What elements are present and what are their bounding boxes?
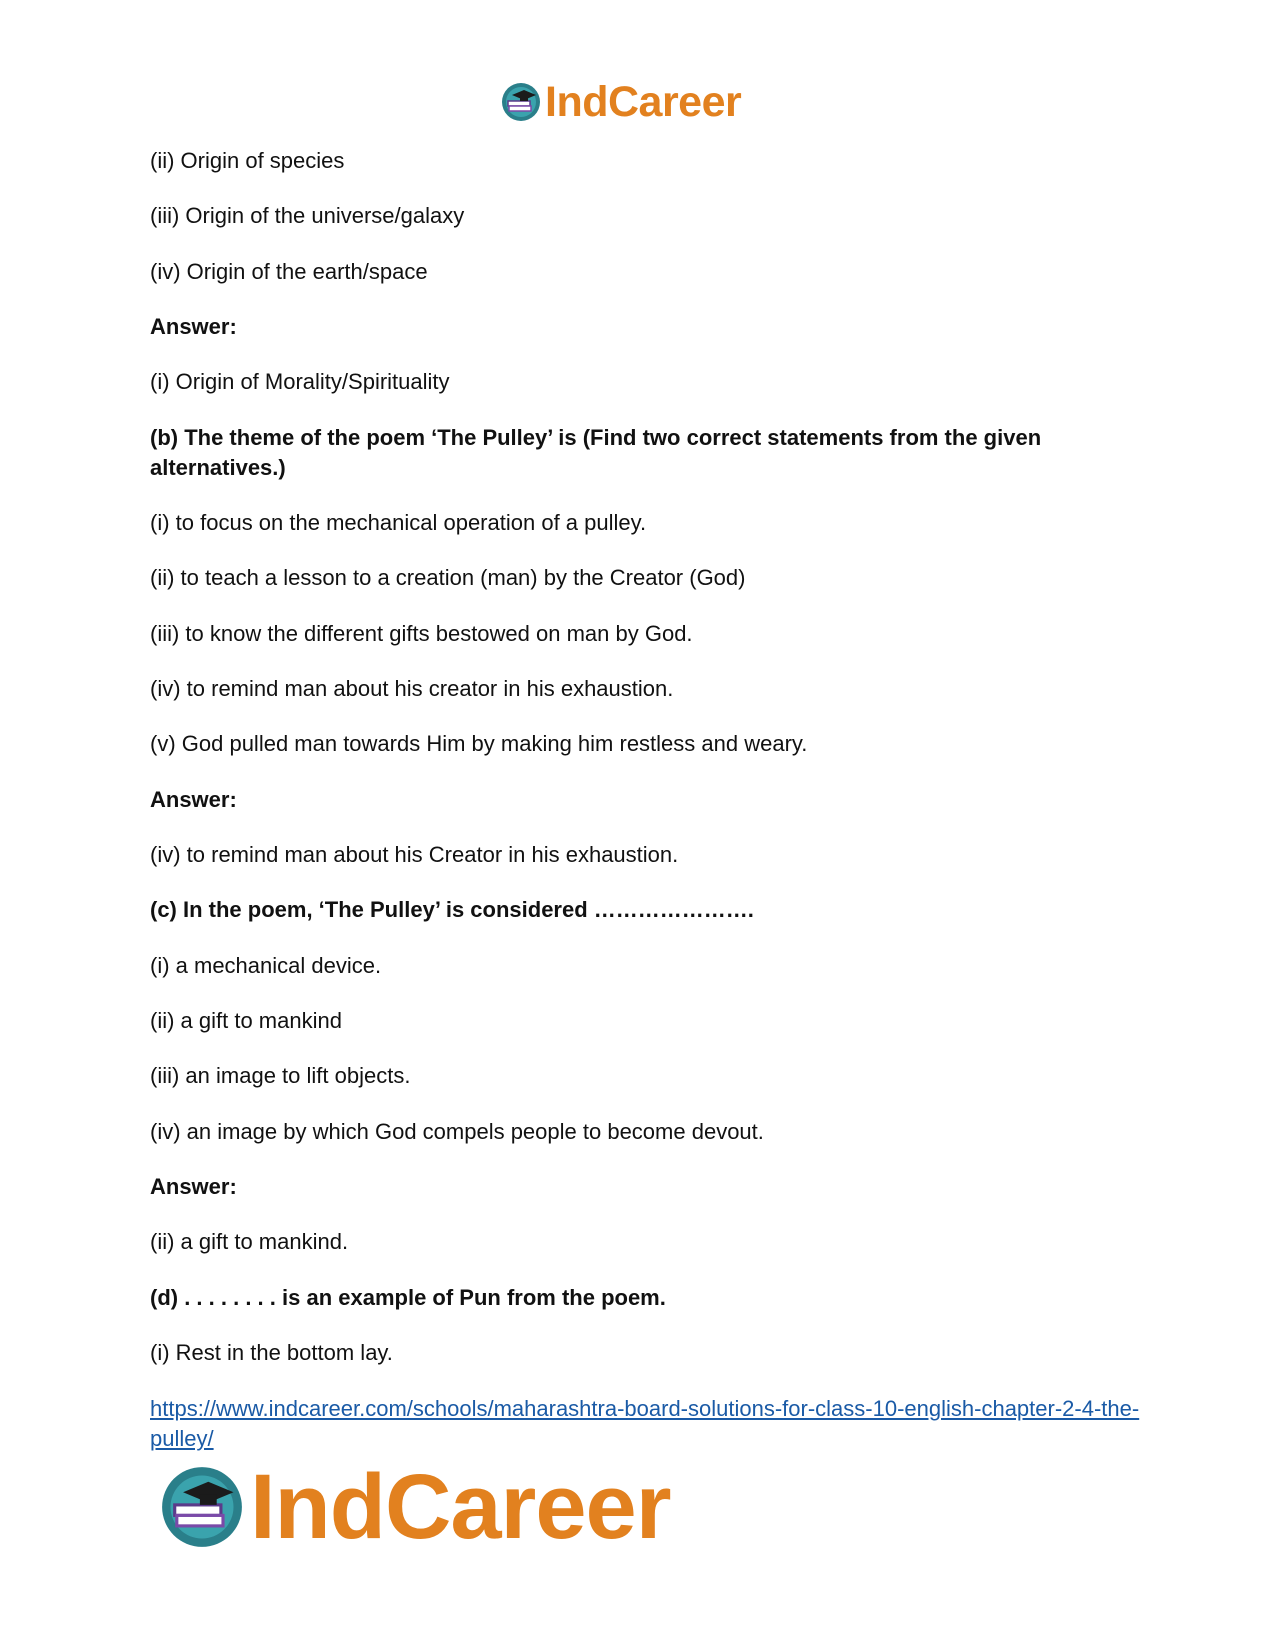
list-item: (iii) Origin of the universe/galaxy: [150, 203, 465, 228]
list-item: (iv) an image by which God compels people to become devout.: [150, 1119, 764, 1144]
graduation-book-icon: [160, 1465, 244, 1549]
question-heading: (b) The theme of the poem ‘The Pulley’ is (Find two correct statements from the given alternatives.): [150, 425, 1042, 480]
header-brand: IndCareer: [545, 77, 742, 126]
header-logo: [501, 78, 741, 126]
list-item: (iii) to know the different gifts bestowed on man by God.: [150, 621, 693, 646]
answer-text: (iv) to remind man about his Creator in his exhaustion.: [150, 842, 679, 867]
graduation-book-icon: [501, 82, 541, 122]
question-heading: (d) . . . . . . . . is an example of Pun from the poem.: [150, 1285, 666, 1310]
answer-text: (ii) a gift to mankind.: [150, 1229, 349, 1254]
answer-heading: Answer:: [150, 787, 237, 812]
footer-logo: [160, 1456, 671, 1558]
source-url-link[interactable]: https://www.indcareer.com/schools/maharashtra-board-solutions-for-class-10-english-chapter-2-4-the-pulley/: [150, 1396, 1140, 1451]
question-heading: (c) In the poem, ‘The Pulley’ is considered ………………….: [150, 897, 754, 922]
list-item: (ii) a gift to mankind: [150, 1008, 342, 1033]
list-item: (i) a mechanical device.: [150, 953, 382, 978]
answer-heading: Answer:: [150, 314, 237, 339]
answer-heading: Answer:: [150, 1174, 237, 1199]
list-item: (i) to focus on the mechanical operation of a pulley.: [150, 510, 647, 535]
list-item: (iii) an image to lift objects.: [150, 1063, 411, 1088]
list-item: (ii) to teach a lesson to a creation (man) by the Creator (God): [150, 565, 746, 590]
list-item: (i) Rest in the bottom lay.: [150, 1340, 393, 1365]
list-item: (iv) Origin of the earth/space: [150, 259, 428, 284]
list-item: (iv) to remind man about his creator in his exhaustion.: [150, 676, 674, 701]
answer-text: (i) Origin of Morality/Spirituality: [150, 369, 450, 394]
footer-brand: IndCareer: [250, 1456, 671, 1558]
list-item: (ii) Origin of species: [150, 148, 345, 173]
list-item: (v) God pulled man towards Him by making him restless and weary.: [150, 731, 808, 756]
